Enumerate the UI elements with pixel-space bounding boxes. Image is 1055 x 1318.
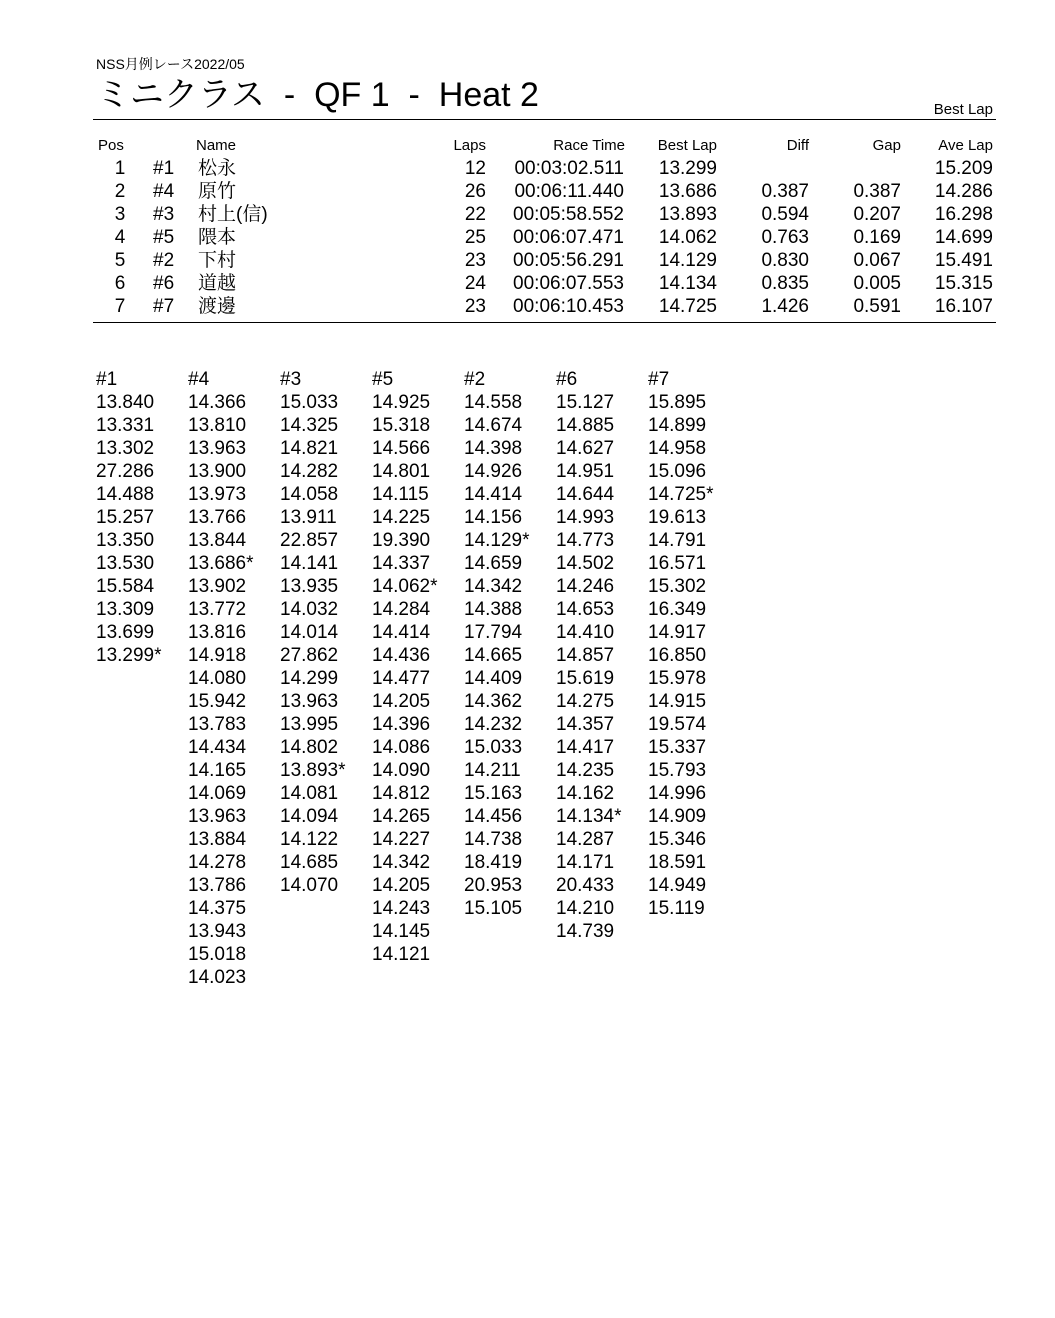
- lap-time: 15.033: [280, 392, 339, 413]
- lap-time: 14.205: [372, 691, 431, 712]
- lap-time: 14.081: [280, 783, 339, 804]
- lap-column: [372, 368, 462, 966]
- lap-time: 14.659: [464, 553, 523, 574]
- gap-cell: 0.169: [853, 227, 901, 248]
- col-diff: Diff: [786, 137, 809, 154]
- lap-time: 15.018: [188, 944, 247, 965]
- ave-lap-cell: 15.315: [934, 273, 993, 294]
- lap-time: 14.791: [648, 530, 707, 551]
- race-time-cell: 00:06:07.553: [513, 273, 624, 294]
- driver-name-cell: 下村: [198, 250, 237, 271]
- lap-time: 18.591: [648, 852, 707, 873]
- driver-name-cell: 村上(信): [198, 204, 268, 225]
- best-lap-cell: 13.299: [658, 158, 717, 179]
- lap-time: 15.033: [464, 737, 523, 758]
- pos-cell: 7: [114, 296, 126, 317]
- driver-name-cell: 渡邊: [198, 296, 237, 317]
- pos-cell: 3: [114, 204, 126, 225]
- lap-time: 14.070: [280, 875, 339, 896]
- diff-cell: 0.835: [761, 273, 809, 294]
- lap-time: 14.477: [372, 668, 431, 689]
- lap-time: 14.086: [372, 737, 431, 758]
- lap-time: 14.299: [280, 668, 339, 689]
- col-gap: Gap: [872, 137, 901, 154]
- laps-cell: 26: [464, 181, 486, 202]
- lap-time: 14.115: [372, 484, 429, 505]
- lap-time: 13.350: [96, 530, 155, 551]
- race-time-cell: 00:06:11.440: [514, 181, 624, 202]
- laps-cell: 12: [464, 158, 486, 179]
- lap-column: [188, 368, 278, 989]
- lap-time: 18.419: [464, 852, 523, 873]
- sort-label: Best Lap: [933, 101, 993, 118]
- best-lap-cell: 13.686: [658, 181, 717, 202]
- lap-time: 15.302: [648, 576, 707, 597]
- lap-time: 14.812: [372, 783, 431, 804]
- lap-time: 14.205: [372, 875, 431, 896]
- lap-time: 14.156: [464, 507, 523, 528]
- diff-cell: 1.426: [761, 296, 809, 317]
- lap-time: 15.978: [648, 668, 707, 689]
- lap-time: 14.558: [464, 392, 523, 413]
- col-race-time: Race Time: [553, 137, 625, 154]
- car-number-cell: #7: [153, 296, 175, 317]
- lap-time: 22.857: [280, 530, 339, 551]
- gap-cell: 0.207: [853, 204, 901, 225]
- lap-time: 14.653: [556, 599, 615, 620]
- ave-lap-cell: 16.298: [934, 204, 993, 225]
- race-time-cell: 00:06:07.471: [513, 227, 624, 248]
- pos-cell: 4: [114, 227, 126, 248]
- lap-time: 14.627: [556, 438, 615, 459]
- lap-time: 14.802: [280, 737, 339, 758]
- lap-column: [280, 368, 370, 897]
- lap-time: 13.331: [96, 415, 155, 436]
- pos-cell: 6: [114, 273, 126, 294]
- lap-time: 15.619: [556, 668, 615, 689]
- lap-time: 14.738: [464, 829, 523, 850]
- lap-time: 14.094: [280, 806, 339, 827]
- lap-time: 16.349: [648, 599, 707, 620]
- result-row: [0, 203, 1055, 226]
- lap-time: 14.275: [556, 691, 615, 712]
- lap-time: 14.357: [556, 714, 615, 735]
- lap-column-header: #1: [96, 369, 118, 390]
- best-lap-cell: 14.129: [658, 250, 717, 271]
- lap-time: 14.342: [464, 576, 523, 597]
- lap-time: 14.398: [464, 438, 523, 459]
- lap-time: 14.282: [280, 461, 339, 482]
- result-row: [0, 272, 1055, 295]
- laps-cell: 22: [464, 204, 486, 225]
- diff-cell: 0.594: [761, 204, 809, 225]
- lap-time: 13.783: [188, 714, 247, 735]
- car-number-cell: #5: [153, 227, 175, 248]
- lap-time: 14.388: [464, 599, 523, 620]
- best-lap-cell: 14.725: [658, 296, 717, 317]
- lap-time: 14.225: [372, 507, 431, 528]
- pos-cell: 1: [114, 158, 126, 179]
- race-time-cell: 00:03:02.511: [514, 158, 624, 179]
- lap-time: 14.284: [372, 599, 431, 620]
- lap-column-header: #3: [280, 369, 302, 390]
- lap-time: 13.963: [188, 806, 247, 827]
- lap-time: 13.699: [96, 622, 155, 643]
- lap-time: 13.943: [188, 921, 247, 942]
- lap-time: 14.434: [188, 737, 247, 758]
- lap-time: 14.410: [556, 622, 615, 643]
- lap-time: 14.915: [648, 691, 707, 712]
- lap-time: 19.613: [648, 507, 707, 528]
- result-row: [0, 226, 1055, 249]
- lap-time: 14.032: [280, 599, 339, 620]
- lap-time: 14.958: [648, 438, 707, 459]
- lap-time: 13.963: [188, 438, 247, 459]
- lap-time: 13.900: [188, 461, 247, 482]
- lap-column-header: #2: [464, 369, 486, 390]
- laps-cell: 24: [464, 273, 486, 294]
- lap-time: 14.134*: [556, 806, 622, 827]
- lap-time: 27.862: [280, 645, 339, 666]
- lap-time: 13.810: [188, 415, 247, 436]
- lap-time: 14.023: [188, 967, 247, 988]
- lap-time: 16.571: [648, 553, 707, 574]
- lap-time: 14.129*: [464, 530, 530, 551]
- lap-time: 14.644: [556, 484, 615, 505]
- car-number-cell: #4: [153, 181, 175, 202]
- col-name: Name: [196, 137, 237, 154]
- lap-time: 16.850: [648, 645, 707, 666]
- lap-time: 13.299*: [96, 645, 162, 666]
- best-lap-cell: 13.893: [658, 204, 717, 225]
- car-number-cell: #2: [153, 250, 175, 271]
- result-row: [0, 157, 1055, 180]
- lap-time: 14.773: [556, 530, 615, 551]
- lap-time: 14.821: [280, 438, 339, 459]
- ave-lap-cell: 16.107: [934, 296, 993, 317]
- col-laps: Laps: [453, 137, 486, 154]
- lap-time: 14.062*: [372, 576, 438, 597]
- lap-time: 14.414: [372, 622, 431, 643]
- laps-cell: 23: [464, 250, 486, 271]
- lap-time: 15.163: [464, 783, 523, 804]
- lap-time: 14.171: [556, 852, 615, 873]
- pos-cell: 2: [114, 181, 126, 202]
- lap-time: 15.096: [648, 461, 707, 482]
- lap-time: 14.375: [188, 898, 247, 919]
- lap-time: 14.366: [188, 392, 247, 413]
- lap-time: 13.973: [188, 484, 247, 505]
- lap-time: 14.725*: [648, 484, 714, 505]
- car-number-cell: #1: [153, 158, 175, 179]
- best-lap-cell: 14.062: [658, 227, 717, 248]
- lap-time: 15.584: [96, 576, 155, 597]
- lap-time: 20.433: [556, 875, 615, 896]
- ave-lap-cell: 15.491: [934, 250, 993, 271]
- lap-time: 14.165: [188, 760, 247, 781]
- report-subtitle: NSS月例レース2022/05: [96, 56, 245, 72]
- lap-time: 13.935: [280, 576, 339, 597]
- lap-time: 13.963: [280, 691, 339, 712]
- lap-time: 14.362: [464, 691, 523, 712]
- lap-time: 15.942: [188, 691, 247, 712]
- lap-column-header: #5: [372, 369, 394, 390]
- lap-time: 14.918: [188, 645, 247, 666]
- lap-time: 13.884: [188, 829, 247, 850]
- laps-cell: 23: [464, 296, 486, 317]
- lap-time: 14.122: [280, 829, 339, 850]
- lap-time: 14.342: [372, 852, 431, 873]
- lap-time: 14.925: [372, 392, 431, 413]
- lap-time: 14.090: [372, 760, 431, 781]
- lap-time: 14.265: [372, 806, 431, 827]
- lap-time: 14.080: [188, 668, 247, 689]
- lap-column: [556, 368, 646, 943]
- lap-time: 15.105: [464, 898, 523, 919]
- lap-time: 13.686*: [188, 553, 254, 574]
- result-row: [0, 180, 1055, 203]
- lap-time: 14.857: [556, 645, 615, 666]
- lap-column-header: #4: [188, 369, 210, 390]
- lap-time: 14.951: [556, 461, 615, 482]
- lap-time: 14.456: [464, 806, 523, 827]
- lap-time: 13.911: [280, 507, 337, 528]
- lap-time: 14.396: [372, 714, 431, 735]
- lap-time: 14.014: [280, 622, 339, 643]
- lap-time: 13.772: [188, 599, 247, 620]
- lap-time: 14.145: [372, 921, 431, 942]
- results-header: [0, 136, 1055, 159]
- lap-time: 13.530: [96, 553, 155, 574]
- lap-time: 14.278: [188, 852, 247, 873]
- lap-time: 15.257: [96, 507, 155, 528]
- lap-time: 14.739: [556, 921, 615, 942]
- lap-time: 13.786: [188, 875, 247, 896]
- lap-time: 15.318: [372, 415, 431, 436]
- best-lap-cell: 14.134: [658, 273, 717, 294]
- race-time-cell: 00:05:56.291: [513, 250, 624, 271]
- lap-time: 19.390: [372, 530, 431, 551]
- lap-time: 13.816: [188, 622, 247, 643]
- lap-time: 14.162: [556, 783, 615, 804]
- col-best-lap: Best Lap: [657, 137, 717, 154]
- diff-cell: 0.387: [761, 181, 809, 202]
- lap-time: 14.227: [372, 829, 431, 850]
- driver-name-cell: 道越: [198, 273, 237, 294]
- gap-cell: 0.005: [853, 273, 901, 294]
- lap-time: 27.286: [96, 461, 155, 482]
- pos-cell: 5: [114, 250, 126, 271]
- top-rule: [93, 119, 996, 120]
- result-row: [0, 249, 1055, 272]
- driver-name-cell: 松永: [198, 158, 237, 179]
- car-number-cell: #6: [153, 273, 175, 294]
- lap-time: 14.665: [464, 645, 523, 666]
- bottom-rule: [93, 322, 996, 323]
- lap-time: 13.844: [188, 530, 247, 551]
- lap-time: 14.885: [556, 415, 615, 436]
- lap-time: 14.058: [280, 484, 339, 505]
- lap-time: 20.953: [464, 875, 523, 896]
- lap-time: 14.502: [556, 553, 615, 574]
- lap-time: 17.794: [464, 622, 523, 643]
- lap-time: 14.210: [556, 898, 615, 919]
- lap-time: 14.949: [648, 875, 707, 896]
- ave-lap-cell: 14.286: [934, 181, 993, 202]
- gap-cell: 0.591: [853, 296, 901, 317]
- lap-time: 15.127: [556, 392, 615, 413]
- lap-time: 14.801: [372, 461, 431, 482]
- lap-time: 15.793: [648, 760, 707, 781]
- laps-cell: 25: [464, 227, 486, 248]
- lap-time: 14.917: [648, 622, 707, 643]
- lap-time: 19.574: [648, 714, 707, 735]
- report-title: ミニクラス - QF 1 - Heat 2: [96, 76, 539, 114]
- lap-time: 14.243: [372, 898, 431, 919]
- lap-time: 14.436: [372, 645, 431, 666]
- lap-time: 14.141: [280, 553, 339, 574]
- ave-lap-cell: 14.699: [934, 227, 993, 248]
- diff-cell: 0.830: [761, 250, 809, 271]
- lap-time: 14.235: [556, 760, 615, 781]
- lap-time: 13.902: [188, 576, 247, 597]
- lap-time: 14.337: [372, 553, 431, 574]
- driver-name-cell: 原竹: [198, 181, 237, 202]
- lap-time: 15.895: [648, 392, 707, 413]
- lap-time: 14.488: [96, 484, 155, 505]
- result-row: [0, 295, 1055, 318]
- lap-time: 14.287: [556, 829, 615, 850]
- lap-column-header: #6: [556, 369, 578, 390]
- race-time-cell: 00:05:58.552: [513, 204, 624, 225]
- lap-time: 14.685: [280, 852, 339, 873]
- lap-time: 14.069: [188, 783, 247, 804]
- lap-time: 13.893*: [280, 760, 346, 781]
- diff-cell: 0.763: [761, 227, 809, 248]
- lap-time: 14.417: [556, 737, 615, 758]
- car-number-cell: #3: [153, 204, 175, 225]
- lap-column-header: #7: [648, 369, 670, 390]
- lap-time: 13.840: [96, 392, 155, 413]
- lap-time: 14.409: [464, 668, 523, 689]
- lap-time: 15.337: [648, 737, 707, 758]
- lap-time: 14.211: [464, 760, 521, 781]
- lap-time: 14.325: [280, 415, 339, 436]
- lap-time: 14.899: [648, 415, 707, 436]
- col-ave-lap: Ave Lap: [938, 137, 993, 154]
- lap-column: [464, 368, 554, 920]
- lap-time: 14.674: [464, 415, 523, 436]
- lap-time: 14.993: [556, 507, 615, 528]
- lap-time: 14.996: [648, 783, 707, 804]
- lap-time: 14.246: [556, 576, 615, 597]
- lap-column: [96, 368, 186, 667]
- col-pos: Pos: [98, 137, 124, 154]
- lap-time: 13.309: [96, 599, 155, 620]
- lap-time: 14.926: [464, 461, 523, 482]
- lap-time: 13.995: [280, 714, 339, 735]
- lap-time: 15.346: [648, 829, 707, 850]
- lap-time: 14.232: [464, 714, 523, 735]
- lap-column: [648, 368, 738, 920]
- driver-name-cell: 隈本: [198, 227, 237, 248]
- gap-cell: 0.387: [853, 181, 901, 202]
- lap-time: 14.566: [372, 438, 431, 459]
- lap-time: 13.766: [188, 507, 247, 528]
- lap-time: 14.121: [372, 944, 431, 965]
- lap-time: 14.909: [648, 806, 707, 827]
- lap-time: 13.302: [96, 438, 155, 459]
- ave-lap-cell: 15.209: [934, 158, 993, 179]
- race-time-cell: 00:06:10.453: [513, 296, 624, 317]
- gap-cell: 0.067: [853, 250, 901, 271]
- lap-time: 14.414: [464, 484, 523, 505]
- lap-time: 15.119: [648, 898, 705, 919]
